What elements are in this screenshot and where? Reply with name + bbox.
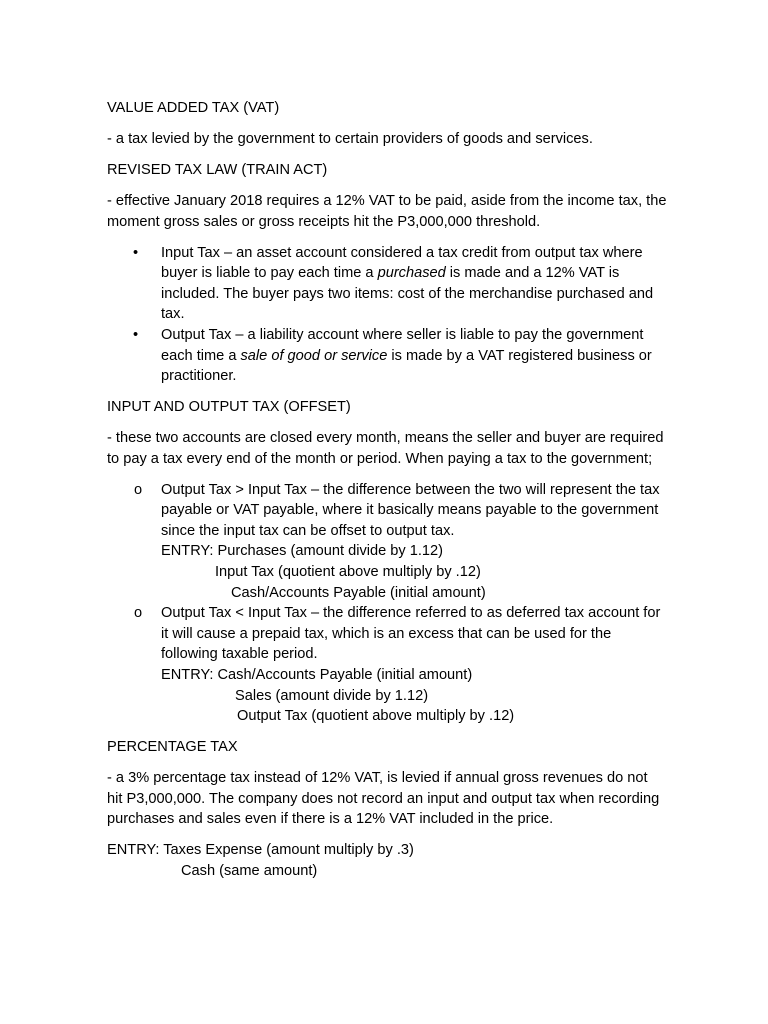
input-tax-text-before: Input Tax – an asset account considered a tax credit from output tax where buyer is liable to pay each time a [161, 244, 643, 282]
percentage-entry-line1: ENTRY: Taxes Expense (amount multiply by .3) [107, 842, 414, 859]
case1-entry-line1: ENTRY: Purchases (amount divide by 1.12) [161, 543, 444, 560]
output-tax-emphasis: sale of good or service [240, 347, 388, 364]
list-item-output-greater [107, 480, 667, 604]
percentage-entry-line2: Cash (same amount) [181, 862, 318, 879]
bullet-marker: • [133, 326, 139, 343]
output-tax-text-before: Output Tax – a liability account where seller is liable to pay the government each time a [161, 326, 644, 364]
output-tax-text-after: is made by a VAT registered business or practitioner. [161, 347, 652, 385]
case1-entry-line3: Cash/Accounts Payable (initial amount) [231, 584, 486, 601]
document-page [107, 98, 667, 882]
case2-entry-line1: ENTRY: Cash/Accounts Payable (initial amount) [161, 666, 473, 683]
case2-entry-line3: Output Tax (quotient above multiply by .12) [237, 708, 515, 725]
vat-definition: - a tax levied by the government to certain providers of goods and services. [107, 130, 593, 147]
case2-text: Output Tax < Input Tax – the difference referred to as deferred tax account for it will cause a prepaid tax, which is an excess that can be used for the following taxable period. [161, 605, 661, 663]
input-tax-emphasis: purchased [377, 265, 446, 282]
list-item-input-tax [107, 243, 667, 325]
list-item-output-tax [107, 325, 667, 387]
tax-types-list [107, 243, 667, 387]
heading-offset: INPUT AND OUTPUT TAX (OFFSET) [107, 399, 351, 416]
input-tax-text-after: is made and a 12% VAT is included. The buyer pays two items: cost of the merchandise purchased and tax. [161, 265, 654, 323]
train-act-definition: - effective January 2018 requires a 12% VAT to be paid, aside from the income tax, the moment gross sales or gross receipts hit the P3,000,000 threshold. [107, 192, 667, 230]
heading-percentage-tax: PERCENTAGE TAX [107, 739, 238, 756]
o-marker: o [134, 605, 143, 622]
list-item-output-less [107, 603, 667, 727]
offset-cases-list [107, 480, 667, 727]
case1-text: Output Tax > Input Tax – the difference between the two will represent the tax payable or VAT payable, where it basically means payable to the government since the input tax can be offset to output tax. [161, 481, 660, 539]
o-marker: o [134, 481, 143, 498]
case2-entry-line2: Sales (amount divide by 1.12) [235, 687, 429, 704]
percentage-tax-definition: - a 3% percentage tax instead of 12% VAT, is levied if annual gross revenues do not hit P3,000,000. The company does not record an input and output tax when recording purchases and sales even if there is a 12% VAT included in the price. [107, 770, 660, 828]
bullet-marker: • [133, 244, 139, 261]
heading-vat: VALUE ADDED TAX (VAT) [107, 100, 280, 116]
heading-train-act: REVISED TAX LAW (TRAIN ACT) [107, 161, 328, 178]
offset-definition: - these two accounts are closed every month, means the seller and buyer are required to pay a tax every end of the month or period. When paying a tax to the government; [107, 430, 664, 467]
case1-entry-line2: Input Tax (quotient above multiply by .12) [215, 564, 481, 581]
